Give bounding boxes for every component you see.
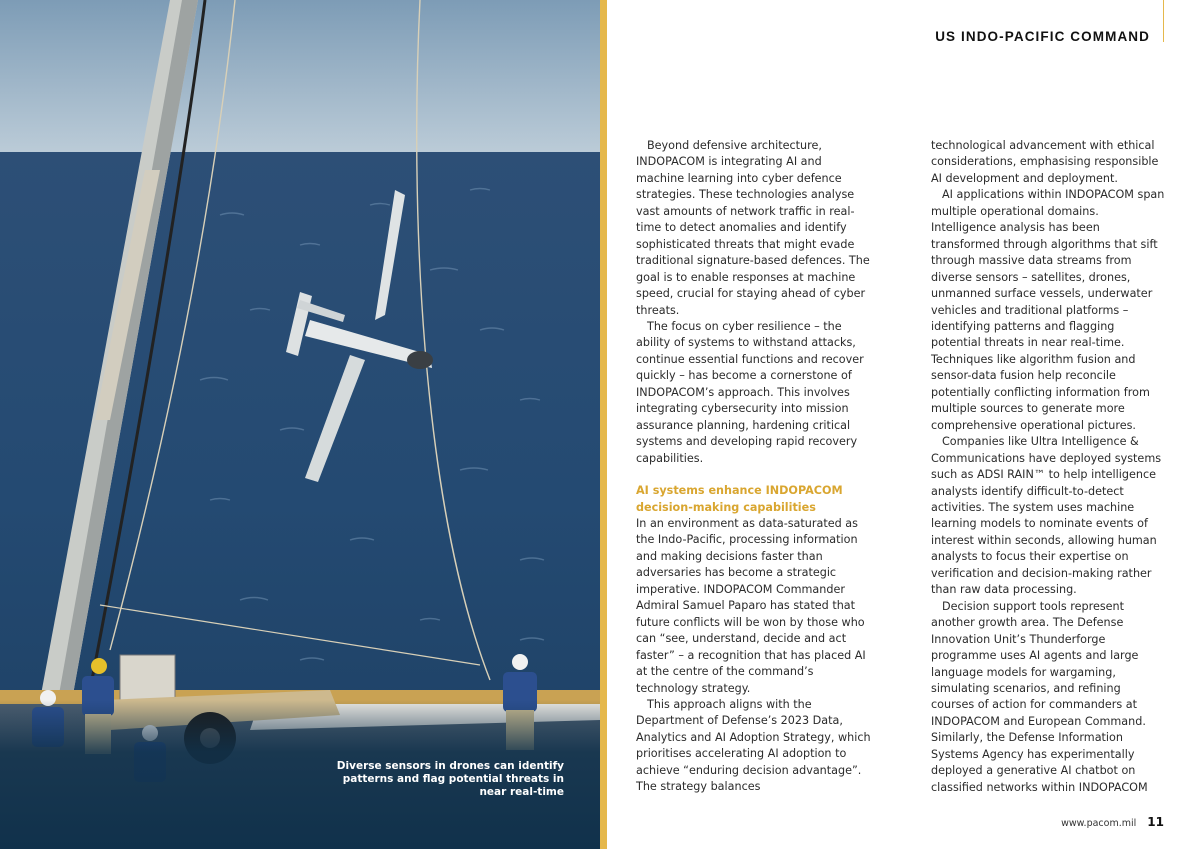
paragraph: Companies like Ultra Intelligence & Communications have deployed systems such as ADSI RAIN™ to help intelligence analysts identify difficult-to-detect activities. The system uses machine learning models to nominate events of interest within seconds, allowing human analysts to focus their expertise on verification and decision-making rather than raw data processing. [931, 435, 1162, 597]
article-column-2 [931, 138, 1167, 796]
page-footer [1061, 815, 1164, 829]
paragraph: technological advancement with ethical considerations, emphasising responsible AI development and deployment. [931, 139, 1159, 185]
header-rule [1163, 0, 1164, 42]
paragraph: Decision support tools represent another growth area. The Defense Innovation Unit’s Thunderforge programme uses AI agents and large language models for wargaming, simulating scenarios, and refining courses of action for commanders at INDOPACOM and European Command. Similarly, the Defense Information Systems Agency has experimentally deployed a generative AI chatbot on classified networks within INDOPACOM [931, 599, 1148, 794]
sky [0, 0, 600, 155]
paragraph: In an environment as data-saturated as the Indo-Pacific, processing information and making decisions faster than adversaries has become a strategic imperative. INDOPACOM Commander Admiral Samuel Paparo has stated that future conflicts will be won by those who can “see, understand, decide and act faster” – a recognition that has placed AI at the centre of the command’s technology strategy. [636, 516, 866, 695]
gold-divider [600, 0, 607, 849]
paragraph: The focus on cyber resilience – the ability of systems to withstand attacks, continue essential functions and recover quickly – has become a cornerstone of INDOPACOM’s approach. This involves integrating cybersecurity into mission assurance planning, hardening critical systems and developing rapid recovery capabilities. [636, 319, 864, 465]
photo-caption: Diverse sensors in drones can identify patterns and flag potential threats in near real-time [336, 760, 564, 798]
paragraph: This approach aligns with the Department of Defense’s 2023 Data, Analytics and AI Adoption Strategy, which prioritises accelerating AI adoption to achieve “enduring decision advantage”. The strategy balances [636, 697, 871, 794]
footer-url[interactable]: www.pacom.mil [1061, 818, 1137, 829]
paragraph: Beyond defensive architecture, INDOPACOM is integrating AI and machine learning into cyber defence strategies. These technologies analyse vast amounts of network traffic in real-time to detect anomalies and identify sophisticated threats that might evade traditional signature-based defences. The goal is to enable responses at machine speed, crucial for staying ahead of cyber threats. [636, 139, 870, 317]
section-title: US INDO-PACIFIC COMMAND [935, 29, 1150, 44]
article-column-1 [636, 138, 872, 796]
paragraph: AI applications within INDOPACOM span multiple operational domains. Intelligence analysis has been transformed through algorithms that sift through massive data streams from diverse sensors – satellites, drones, unmanned surface vessels, underwater vehicles and traditional platforms – identifying patterns and flagging potential threats in near real-time. Techniques like algorithm fusion and sensor-data fusion help reconcile potentially conflicting information from multiple sources to generate more comprehensive operational pictures. [931, 188, 1165, 432]
page-number: 11 [1147, 815, 1164, 829]
subheading: AI systems enhance INDOPACOM decision-making capabilities [636, 484, 843, 514]
